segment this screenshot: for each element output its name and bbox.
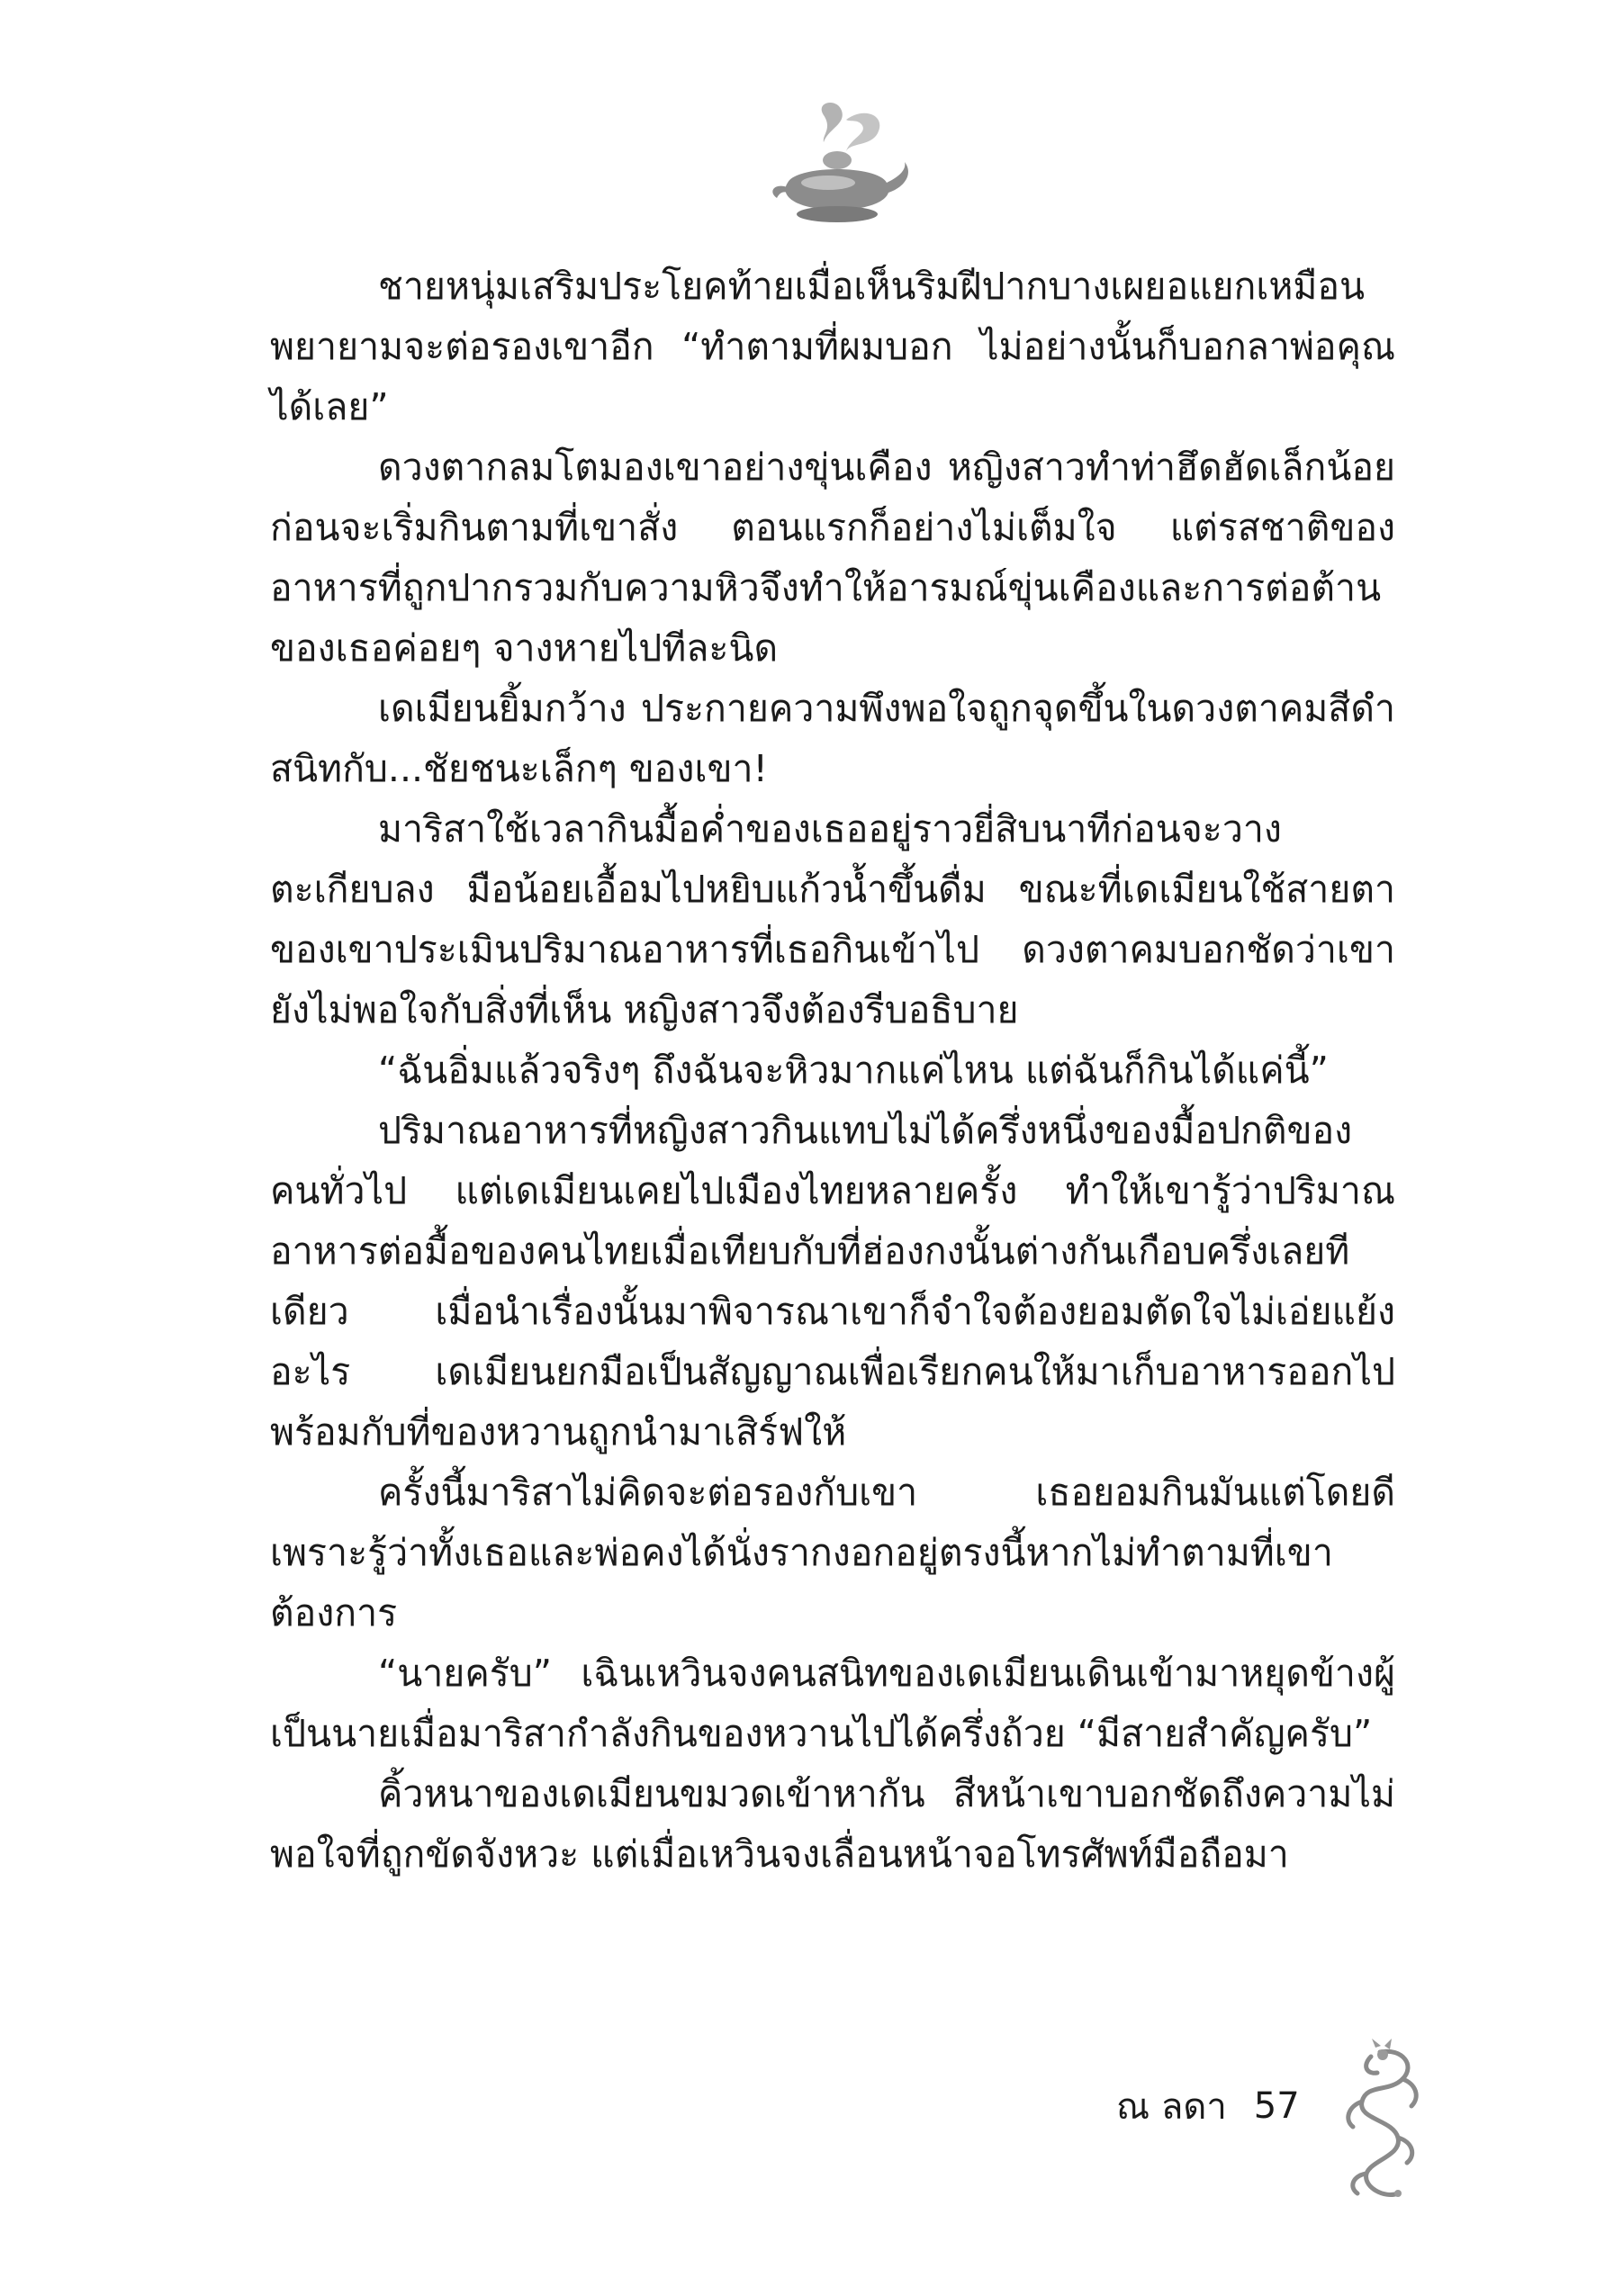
- paragraph: “ฉันอิ่มแล้วจริงๆ ถึงฉันจะหิวมากแค่ไหน แต่ฉันก็กินได้แค่นี้”: [378, 1049, 1329, 1092]
- author-name: ณ ลดา: [1116, 2086, 1227, 2128]
- paragraph: ครั้งนี้มาริสาไม่คิดจะต่อรองกับเขา เธอยอมกินมันแต่โดยดี เพราะรู้ว่าทั้งเธอและพ่อคงได้นั่งรากงอกอยู่ตรงนี้หากไม่ทำตามที่เขาต้องการ: [270, 1471, 1395, 1634]
- paragraph: คิ้วหนาของเดเมียนขมวดเข้าหากัน สีหน้าเขาบอกชัดถึงความไม่พอใจที่ถูกขัดจังหวะ แต่เมื่อเหวินจงเลื่อนหน้าจอโทรศัพท์มือถือมา: [270, 1772, 1395, 1876]
- paragraph: ปริมาณอาหารที่หญิงสาวกินแทบไม่ได้ครึ่งหนึ่งของมื้อปกติของคนทั่วไป แต่เดเมียนเคยไปเมืองไทยหลายครั้ง ทำให้เขารู้ว่าปริมาณอาหารต่อมื้อของคนไทยเมื่อเทียบกับที่ฮ่องกงนั้นต่างกันเกือบครึ่งเลยทีเดียว เมื่อนำเรื่องนั้นมาพิจารณาเขาก็จำใจต้องยอมตัดใจไม่เอ่ยแย้งอะไร เดเมียนยกมือเป็นสัญญาณเพื่อเรียกคนให้มาเก็บอาหารออกไป พร้อมกับที่ของหวานถูกนำมาเสิร์ฟให้: [270, 1109, 1395, 1454]
- paragraph: ดวงตากลมโตมองเขาอย่างขุ่นเคือง หญิงสาวทำท่าฮึดฮัดเล็กน้อยก่อนจะเริ่มกินตามที่เขาสั่ง ตอนแรกก็อย่างไม่เต็มใจ แต่รสชาติของอาหารที่ถูกปากรวมกับความหิวจึงทำให้อารมณ์ขุ่นเคืองและการต่อต้านของเธอค่อยๆ จางหายไปทีละนิด: [270, 446, 1395, 670]
- paragraph: “นายครับ” เฉินเหวินจงคนสนิทของเดเมียนเดินเข้ามาหยุดข้างผู้เป็นนายเมื่อมาริสากำลังกินของหวานไปได้ครึ่งถ้วย “มีสายสำคัญครับ”: [270, 1652, 1395, 1755]
- paragraph: เดเมียนยิ้มกว้าง ประกายความพึงพอใจถูกจุดขึ้นในดวงตาคมสีดำสนิทกับ...ชัยชนะเล็กๆ ของเขา!: [270, 687, 1395, 790]
- paragraph: ชายหนุ่มเสริมประโยคท้ายเมื่อเห็นริมฝีปากบางเผยอแยกเหมือนพยายามจะต่อรองเขาอีก “ทำตามที่ผมบอก ไม่อย่างนั้นก็บอกลาพ่อคุณได้เลย”: [270, 265, 1395, 428]
- page-footer: [1116, 2079, 1300, 2133]
- dragon-icon: [1330, 2039, 1429, 2210]
- body-text: [270, 257, 1395, 2066]
- paragraph: มาริสาใช้เวลากินมื้อค่ำของเธออยู่ราวยี่สิบนาทีก่อนจะวางตะเกียบลง มือน้อยเอื้อมไปหยิบแก้วน้ำขึ้นดื่ม ขณะที่เดเมียนใช้สายตาของเขาประเมินปริมาณอาหารที่เธอกินเข้าไป ดวงตาคมบอกชัดว่าเขายังไม่พอใจกับสิ่งที่เห็น หญิงสาวจึงต้องรีบอธิบาย: [270, 807, 1395, 1031]
- genie-lamp-icon: [761, 97, 909, 232]
- page-number: 57: [1253, 2085, 1300, 2127]
